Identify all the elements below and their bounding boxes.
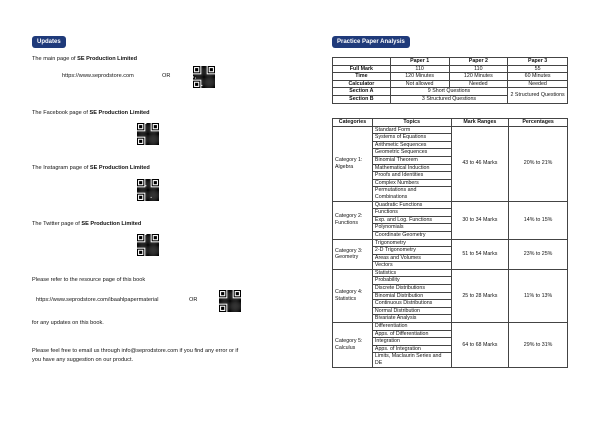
mark-range-cell: 51 to 54 Marks [451,239,509,269]
email-line-1: Please feel free to email us through info@seprodstore.com if you find any error or if [32,348,239,354]
table-cell: 55 [508,65,568,73]
qr-code-main[interactable] [193,66,215,88]
topic-cell: Functions [372,209,451,217]
table-row [333,239,568,247]
table-header-cell: Paper 1 [390,58,449,66]
table-row [333,201,568,209]
topic-cell: Normal Distribution [372,307,451,315]
twitter-name: SE Production Limited [81,221,142,227]
table-cell: 60 Minutes [508,73,568,81]
facebook-prefix: The Facebook page of [32,110,90,116]
resource-url-link[interactable]: https://www.seprodstore.com/ibaahlpapermaterial [36,297,159,303]
table-cell: 2 Structured Questions [508,88,568,103]
table-cell: 120 Minutes [449,73,508,81]
mark-range-cell: 43 to 46 Marks [451,126,509,201]
topic-cell: Binomial Theorem [372,156,451,164]
table-row [333,65,568,73]
topic-cell: Areas and Volumes [372,254,451,262]
or-label-1: OR [162,73,171,79]
updates-badge: Updates [32,36,66,48]
topic-cell: Coordinate Geometry [372,231,451,239]
row-label: Full Mark [333,65,391,73]
main-page-prefix: The main page of [32,56,78,62]
percentage-cell: 20% to 21% [509,126,568,201]
table-row [333,73,568,81]
topic-cell: Permutations and Combinations [372,187,451,201]
topic-cell: Quadratic Functions [372,201,451,209]
table-header-row [333,119,568,127]
table-header-cell: Topics [372,119,451,127]
table-header-cell: Percentages [509,119,568,127]
qr-code-twitter[interactable] [137,234,159,256]
topic-cell: Exp. and Log. Functions [372,216,451,224]
resource-text: Please refer to the resource page of this book [32,277,146,283]
main-page-text [32,56,137,63]
category-cell: Category 1: Algebra [333,126,373,201]
topic-cell: Limits, Maclaurin Series and DE [372,353,451,367]
table-header-cell: Paper 2 [449,58,508,66]
facebook-text [32,110,150,117]
topic-cell: Continuous Distributions [372,300,451,308]
topic-cell: Binomial Distribution [372,292,451,300]
table-cell: Needed [508,80,568,88]
twitter-text [32,221,141,228]
mark-range-cell: 64 to 68 Marks [451,323,509,368]
table-row [333,323,568,331]
topic-analysis-table [332,118,568,368]
topic-cell: Systems of Equations [372,134,451,142]
topic-cell: Statistics [372,269,451,277]
table-cell: 3 Structured Questions [390,95,507,103]
topic-cell: Trigonometry [372,239,451,247]
category-cell: Category 4: Statistics [333,269,373,322]
main-page-name: SE Production Limited [77,56,138,62]
or-label-2: OR [189,297,198,303]
topic-cell: Integration [372,338,451,346]
table-header-cell: Categories [333,119,373,127]
main-url-link[interactable]: https://www.seprodstore.com [62,73,134,79]
topic-cell: Differentiation [372,323,451,331]
topic-cell: Geometric Sequences [372,149,451,157]
table-cell: Not allowed [390,80,449,88]
twitter-prefix: The Twitter page of [32,221,82,227]
practice-paper-badge: Practice Paper Analysis [332,36,410,48]
category-cell: Category 5: Calculus [333,323,373,368]
table-row [333,88,568,96]
table-cell: Needed [449,80,508,88]
row-label: Section B [333,95,391,103]
table-row [333,80,568,88]
table-cell: 9 Short Questions [390,88,507,96]
table-cell: 110 [449,65,508,73]
updates-text: for any updates on this book. [32,320,104,326]
row-label: Section A [333,88,391,96]
table-row [333,269,568,277]
qr-code-facebook[interactable] [137,123,159,145]
topic-cell: Mathematical Induction [372,164,451,172]
table-row [333,126,568,134]
topic-cell: Apps. of Integration [372,345,451,353]
topic-cell: Bivariate Analysis [372,315,451,323]
table-cell: 120 Minutes [390,73,449,81]
percentage-cell: 14% to 15% [509,201,568,239]
topic-cell: Arithmetic Sequences [372,141,451,149]
topic-cell: Polynomials [372,224,451,232]
topic-cell: Vectors [372,262,451,270]
table-header-cell [333,58,391,66]
row-label: Calculator [333,80,391,88]
topic-cell: 2-D Trigonometry [372,247,451,255]
mark-range-cell: 30 to 34 Marks [451,201,509,239]
topic-cell: Proofs and Identities [372,172,451,180]
category-cell: Category 3: Geometry [333,239,373,269]
percentage-cell: 11% to 13% [509,269,568,322]
topic-cell: Standard Form [372,126,451,134]
percentage-cell: 23% to 25% [509,239,568,269]
qr-code-resource[interactable] [219,290,241,312]
qr-code-instagram[interactable] [137,179,159,201]
instagram-name: SE Production Limited [89,165,150,171]
category-cell: Category 2: Functions [333,201,373,239]
topic-cell: Apps. of Differentiation [372,330,451,338]
topic-cell: Complex Numbers [372,179,451,187]
email-line-2: you have any suggestion on our product. [32,357,134,363]
topic-cell: Probability [372,277,451,285]
paper-summary-table [332,57,568,104]
table-header-cell: Paper 3 [508,58,568,66]
table-cell: 110 [390,65,449,73]
instagram-prefix: The Instagram page of [32,165,90,171]
row-label: Time [333,73,391,81]
table-header-row [333,58,568,66]
facebook-name: SE Production Limited [89,110,150,116]
table-header-cell: Mark Ranges [451,119,509,127]
instagram-text [32,165,150,172]
mark-range-cell: 25 to 28 Marks [451,269,509,322]
topic-cell: Discrete Distributions [372,285,451,293]
percentage-cell: 29% to 31% [509,323,568,368]
